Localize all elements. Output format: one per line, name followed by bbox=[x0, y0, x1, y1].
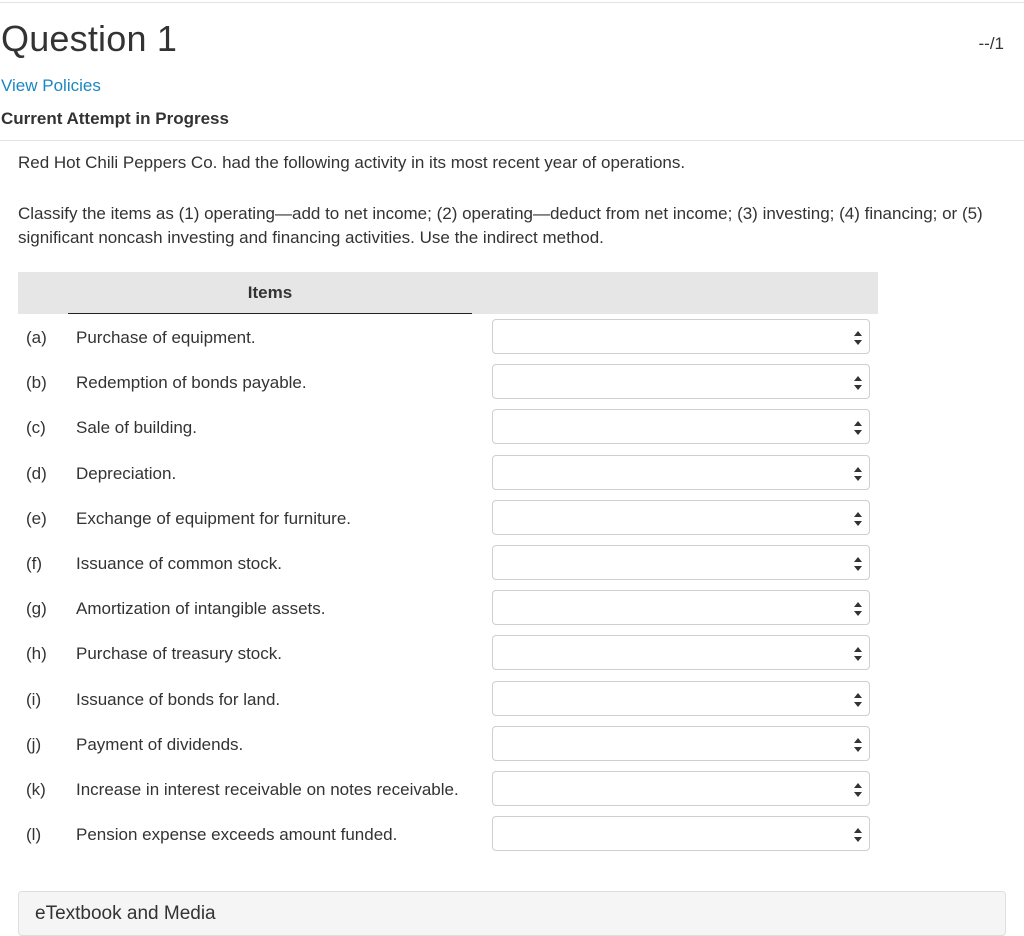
table-row bbox=[18, 722, 878, 767]
table-row bbox=[18, 631, 878, 676]
row-item: Issuance of common stock. bbox=[76, 553, 282, 573]
section-divider bbox=[0, 140, 1024, 141]
select-arrows-icon bbox=[854, 647, 862, 661]
etextbook-and-media-panel[interactable]: eTextbook and Media bbox=[18, 891, 1006, 936]
row-item: Purchase of equipment. bbox=[76, 328, 256, 347]
classification-select[interactable] bbox=[492, 726, 870, 761]
select-arrows-icon bbox=[854, 693, 862, 707]
row-item: Issuance of bonds for land. bbox=[76, 689, 281, 709]
classification-select[interactable] bbox=[492, 319, 870, 354]
question-instructions: Classify the items as (1) operating—add to net income; (2) operating—deduct from net income; (3) investing; (4) financing; or (5) significant noncash investing and financing activities. Use the indirect method. bbox=[18, 204, 983, 247]
row-letter: (e) bbox=[26, 508, 47, 528]
table-row bbox=[18, 496, 878, 541]
question-intro: Red Hot Chili Peppers Co. had the following activity in its most recent year of operations. bbox=[18, 153, 686, 172]
top-divider bbox=[0, 2, 1024, 3]
classification-select[interactable] bbox=[492, 545, 870, 580]
row-letter: (a) bbox=[26, 328, 47, 347]
classification-select[interactable] bbox=[492, 500, 870, 535]
select-arrows-icon bbox=[854, 828, 862, 842]
items-table bbox=[18, 315, 878, 857]
select-arrows-icon bbox=[854, 738, 862, 752]
row-letter: (j) bbox=[26, 734, 42, 754]
view-policies-link[interactable]: View Policies bbox=[1, 76, 101, 95]
classification-select[interactable] bbox=[492, 681, 870, 716]
classification-select[interactable] bbox=[492, 409, 870, 444]
row-letter: (l) bbox=[26, 825, 42, 845]
select-arrows-icon bbox=[854, 783, 862, 797]
row-letter: (g) bbox=[26, 599, 47, 619]
row-item: Pension expense exceeds amount funded. bbox=[76, 825, 398, 845]
row-item: Amortization of intangible assets. bbox=[76, 599, 326, 619]
table-row bbox=[18, 360, 878, 405]
row-item: Sale of building. bbox=[76, 418, 197, 438]
select-arrows-icon bbox=[854, 421, 862, 435]
classification-select[interactable] bbox=[492, 364, 870, 399]
classification-select[interactable] bbox=[492, 455, 870, 490]
row-item: Payment of dividends. bbox=[76, 734, 244, 754]
table-row bbox=[18, 586, 878, 631]
row-item: Increase in interest receivable on notes receivable. bbox=[76, 779, 459, 799]
table-row bbox=[18, 677, 878, 722]
select-arrows-icon bbox=[854, 331, 862, 345]
select-arrows-icon bbox=[854, 512, 862, 526]
row-item: Depreciation. bbox=[76, 463, 177, 483]
question-title: Question 1 bbox=[1, 18, 178, 59]
row-letter: (b) bbox=[26, 373, 47, 393]
row-letter: (d) bbox=[26, 463, 47, 483]
attempt-status: Current Attempt in Progress bbox=[1, 109, 229, 128]
classification-select[interactable] bbox=[492, 816, 870, 851]
select-arrows-icon bbox=[854, 602, 862, 616]
row-item: Exchange of equipment for furniture. bbox=[76, 508, 351, 528]
table-header-items: Items bbox=[68, 272, 472, 314]
row-letter: (k) bbox=[26, 779, 46, 799]
classification-select[interactable] bbox=[492, 771, 870, 806]
table-row bbox=[18, 541, 878, 586]
select-arrows-icon bbox=[854, 467, 862, 481]
row-item: Purchase of treasury stock. bbox=[76, 644, 282, 664]
question-score: --/1 bbox=[978, 34, 1004, 53]
classification-select[interactable] bbox=[492, 635, 870, 670]
table-row bbox=[18, 812, 878, 857]
row-letter: (h) bbox=[26, 644, 47, 664]
table-row bbox=[18, 767, 878, 812]
select-arrows-icon bbox=[854, 557, 862, 571]
table-row bbox=[18, 315, 878, 360]
classification-select[interactable] bbox=[492, 590, 870, 625]
row-item: Redemption of bonds payable. bbox=[76, 373, 307, 393]
row-letter: (f) bbox=[26, 553, 43, 573]
select-arrows-icon bbox=[854, 376, 862, 390]
table-row bbox=[18, 451, 878, 496]
row-letter: (i) bbox=[26, 689, 42, 709]
row-letter: (c) bbox=[26, 418, 46, 438]
table-row bbox=[18, 405, 878, 450]
